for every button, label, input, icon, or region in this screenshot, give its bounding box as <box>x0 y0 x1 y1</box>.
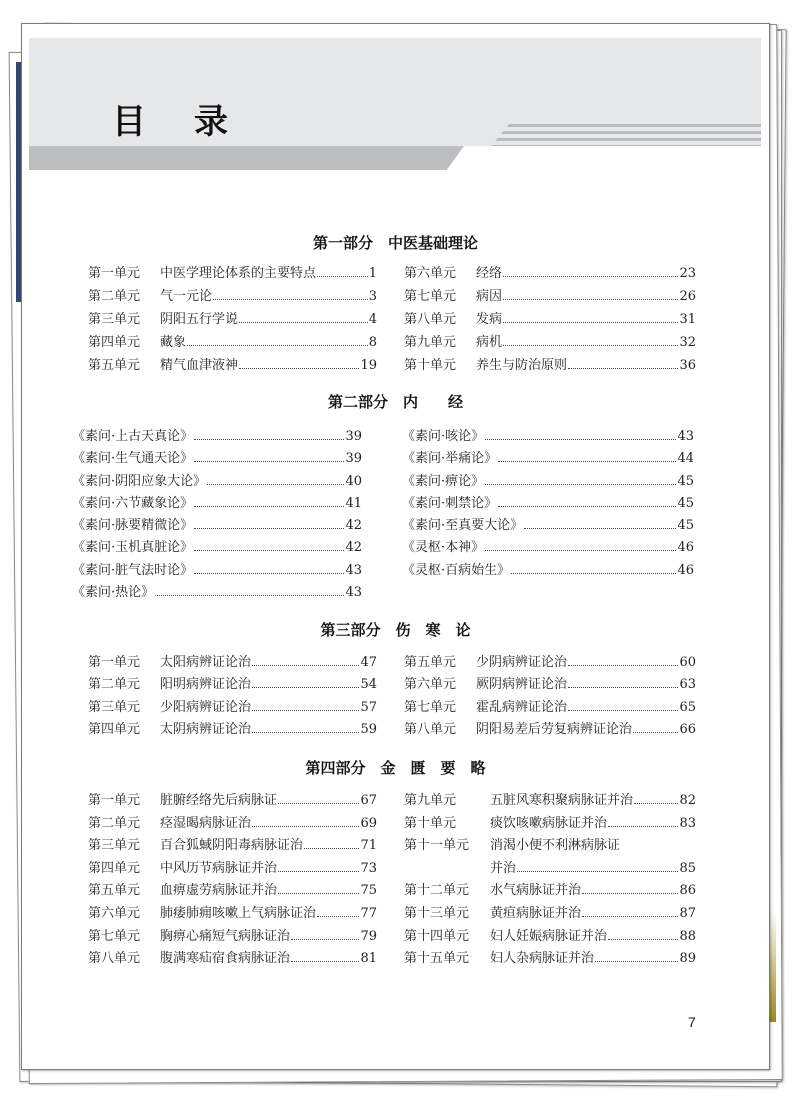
entry-title: 中医学理论体系的主要特点 <box>160 266 317 281</box>
dot-leader <box>291 961 359 962</box>
toc-entry[interactable] <box>88 285 377 308</box>
toc-entry[interactable] <box>404 354 696 377</box>
toc-entry[interactable] <box>404 673 696 695</box>
toc-entry[interactable] <box>404 947 696 970</box>
toc-page <box>21 23 770 1070</box>
dot-leader <box>485 439 676 440</box>
dot-leader <box>582 893 678 894</box>
dot-leader <box>291 939 359 940</box>
page-number: 7 <box>688 1014 696 1030</box>
dot-leader <box>568 710 678 711</box>
toc-entry[interactable] <box>404 879 696 902</box>
page-ref: 45 <box>677 495 694 511</box>
entry-title: 《素问·玉机真脏论》 <box>72 540 194 556</box>
toc-column-right <box>404 262 696 377</box>
entry-title: 《素问·脉要精微论》 <box>72 518 194 534</box>
entry-title: 《素问·咳论》 <box>402 429 485 444</box>
dot-leader <box>155 595 344 596</box>
dot-leader <box>252 687 359 688</box>
toc-entry[interactable] <box>402 447 694 469</box>
entry-title: 《素问·举痛论》 <box>402 451 498 467</box>
page-ref: 42 <box>345 518 362 534</box>
toc-entry[interactable] <box>404 262 696 285</box>
page-ref: 85 <box>679 860 696 876</box>
dot-leader <box>194 528 344 529</box>
dot-leader <box>278 871 359 872</box>
toc-entry[interactable] <box>88 262 377 285</box>
dot-leader <box>194 439 344 440</box>
entry-title: 经络 <box>476 266 503 281</box>
page-ref: 66 <box>679 721 696 737</box>
section-heading: 第三部分 伤 寒 论 <box>320 621 471 639</box>
page-ref: 4 <box>368 312 377 327</box>
unit-label: 第二单元 <box>88 289 141 304</box>
entry-title: 《素问·生气通天论》 <box>72 451 194 467</box>
toc-entry[interactable] <box>402 514 694 536</box>
unit-label: 第一单元 <box>88 793 141 808</box>
toc-entry[interactable] <box>402 536 694 558</box>
page-ref: 83 <box>679 815 696 831</box>
unit-label: 第二单元 <box>88 677 141 693</box>
entry-title: 厥阴病辨证论治 <box>476 677 568 693</box>
entry-title: 《素问·痹论》 <box>402 473 485 489</box>
toc-entry[interactable] <box>88 857 377 880</box>
toc-column-right <box>404 789 696 970</box>
page-ref: 43 <box>677 429 694 444</box>
entry-title: 痰饮咳嗽病脉证并治 <box>490 815 608 831</box>
page-ref: 63 <box>679 677 696 693</box>
toc-entry[interactable] <box>88 696 377 718</box>
unit-label: 第十单元 <box>404 358 457 373</box>
toc-entry[interactable] <box>88 879 377 902</box>
entry-title: 痉湿暍病脉证治 <box>160 815 252 831</box>
entry-title: 《素问·脏气法时论》 <box>72 562 194 578</box>
toc-entry[interactable] <box>72 514 362 536</box>
dot-leader <box>252 826 359 827</box>
unit-label: 第四单元 <box>88 860 141 876</box>
unit-label: 第十单元 <box>404 815 457 831</box>
entry-title: 藏象 <box>160 335 187 350</box>
entry-title: 《素问·阴阳应象大论》 <box>72 473 207 489</box>
unit-label: 第四单元 <box>88 721 141 737</box>
page-ref: 88 <box>679 928 696 944</box>
entry-title: 脏腑经络先后病脉证 <box>160 793 278 808</box>
header-bar <box>29 146 464 170</box>
entry-title: 阴阳易差后劳复病辨证论治 <box>476 721 633 737</box>
unit-label: 第十四单元 <box>404 928 470 944</box>
dot-leader <box>503 322 678 323</box>
page-ref: 46 <box>677 540 694 556</box>
dot-leader <box>608 939 678 940</box>
toc-entry[interactable] <box>404 651 696 673</box>
dot-leader <box>239 368 359 369</box>
page-ref: 73 <box>360 860 377 876</box>
page-ref: 45 <box>677 473 694 489</box>
page-ref: 40 <box>345 473 362 489</box>
entry-title: 《素问·上古天真论》 <box>72 429 194 444</box>
toc-entry[interactable] <box>88 651 377 673</box>
entry-title: 胸痹心痛短气病脉证治 <box>160 928 291 944</box>
title-char: 录 <box>194 102 228 142</box>
dot-leader <box>503 345 678 346</box>
unit-label: 第八单元 <box>404 312 457 327</box>
dot-leader <box>517 871 678 872</box>
unit-label: 第八单元 <box>88 951 141 967</box>
entry-title: 阴阳五行学说 <box>160 312 239 327</box>
entry-title: 妇人杂病脉证并治 <box>490 951 595 967</box>
entry-title: 气一元论 <box>160 289 213 304</box>
entry-title: 《素问·刺禁论》 <box>402 495 498 511</box>
unit-label: 第二单元 <box>88 815 141 831</box>
entry-title: 太阴病辨证论治 <box>160 721 252 737</box>
page-ref: 71 <box>360 838 377 854</box>
page-ref: 43 <box>345 585 362 601</box>
entry-title: 发病 <box>476 312 503 327</box>
unit-label: 第五单元 <box>88 883 141 899</box>
toc-entry[interactable] <box>404 857 696 880</box>
dot-leader <box>595 961 678 962</box>
unit-label: 第十三单元 <box>404 905 470 921</box>
dot-leader <box>503 276 678 277</box>
page-ref: 47 <box>360 655 377 670</box>
entry-title: 病机 <box>476 335 503 350</box>
toc-entry[interactable] <box>404 925 696 948</box>
toc-column-left <box>88 651 377 740</box>
dot-leader <box>207 484 344 485</box>
dot-leader <box>187 345 368 346</box>
page-ref: 41 <box>345 495 362 511</box>
page-ref: 42 <box>345 540 362 556</box>
entry-title: 精气血津液神 <box>160 358 239 373</box>
page-ref: 81 <box>360 951 377 967</box>
entry-title: 中风历节病脉证并治 <box>160 860 278 876</box>
entry-title: 《灵枢·百病始生》 <box>402 562 511 578</box>
toc-entry[interactable] <box>88 834 377 857</box>
entry-title: 养生与防治原则 <box>476 358 568 373</box>
page-ref: 46 <box>677 562 694 578</box>
unit-label: 第九单元 <box>404 335 457 350</box>
dot-leader <box>194 550 344 551</box>
toc-entry[interactable] <box>88 947 377 970</box>
page-ref: 59 <box>360 721 377 737</box>
section-heading: 第二部分 内 经 <box>327 393 463 411</box>
section-heading: 第一部分 中医基础理论 <box>312 234 478 252</box>
dot-leader <box>485 550 676 551</box>
unit-label: 第三单元 <box>88 838 141 854</box>
toc-entry[interactable] <box>72 447 362 469</box>
dot-leader <box>568 368 678 369</box>
page-ref: 77 <box>360 905 377 921</box>
toc-column-right <box>404 651 696 740</box>
page-ref: 43 <box>345 562 362 578</box>
title-char: 目 <box>112 102 146 142</box>
unit-label: 第七单元 <box>404 699 457 715</box>
page-ref: 23 <box>679 266 696 281</box>
dot-leader <box>194 506 344 507</box>
page-ref: 8 <box>368 335 377 350</box>
dot-leader <box>278 803 359 804</box>
unit-label: 第八单元 <box>404 721 457 737</box>
page-ref: 31 <box>679 312 696 327</box>
dot-leader <box>239 322 368 323</box>
unit-label: 第六单元 <box>88 905 141 921</box>
dot-leader <box>633 732 678 733</box>
toc-entry[interactable] <box>404 285 696 308</box>
unit-label: 第十五单元 <box>404 951 470 967</box>
toc-entry[interactable] <box>404 331 696 354</box>
unit-label: 第四单元 <box>88 335 141 350</box>
entry-title: 黄疸病脉证并治 <box>490 905 582 921</box>
entry-title: 肺痿肺痈咳嗽上气病脉证治 <box>160 905 317 921</box>
toc-entry[interactable] <box>404 696 696 718</box>
page-ref: 65 <box>679 699 696 715</box>
dot-leader <box>194 573 344 574</box>
page-ref: 54 <box>360 677 377 693</box>
dot-leader <box>582 916 678 917</box>
page-title <box>112 94 228 143</box>
toc-column-left <box>88 262 377 377</box>
unit-label: 第六单元 <box>404 677 457 693</box>
entry-title: 阳明病辨证论治 <box>160 677 252 693</box>
page-ref: 57 <box>360 699 377 715</box>
page-ref: 44 <box>677 451 694 467</box>
dot-leader <box>608 826 678 827</box>
toc-entry[interactable] <box>88 925 377 948</box>
entry-title: 《灵枢·本神》 <box>402 540 485 556</box>
page-ref: 86 <box>679 883 696 899</box>
toc-entry[interactable] <box>72 492 362 514</box>
dot-leader <box>524 528 676 529</box>
section-heading: 第四部分 金 匮 要 略 <box>305 759 486 777</box>
toc-entry[interactable] <box>72 470 362 492</box>
page-ref: 89 <box>679 951 696 967</box>
toc-entry[interactable] <box>404 834 696 857</box>
dot-leader <box>634 803 678 804</box>
page-ref: 3 <box>368 289 377 304</box>
toc-entry[interactable] <box>88 308 377 331</box>
dot-leader <box>278 893 359 894</box>
page-ref: 26 <box>679 289 696 304</box>
page-ref: 75 <box>360 883 377 899</box>
toc-entry[interactable] <box>404 812 696 835</box>
unit-label: 第十一单元 <box>404 838 470 854</box>
entry-title: 腹满寒疝宿食病脉证治 <box>160 951 291 967</box>
toc-entry[interactable] <box>88 354 377 377</box>
page-ref: 82 <box>679 793 696 808</box>
dot-leader <box>498 461 676 462</box>
page-ref: 39 <box>345 429 362 444</box>
entry-title: 并治 <box>490 860 517 876</box>
toc-column-left <box>72 425 362 603</box>
dot-leader <box>511 573 676 574</box>
toc-entry[interactable] <box>88 673 377 695</box>
toc-entry[interactable] <box>72 536 362 558</box>
toc-entry[interactable] <box>402 559 694 581</box>
toc-entry[interactable] <box>402 470 694 492</box>
entry-title: 百合狐蜮阴阳毒病脉证治 <box>160 838 304 854</box>
entry-title: 病因 <box>476 289 503 304</box>
toc-entry[interactable] <box>404 902 696 925</box>
unit-label: 第十二单元 <box>404 883 470 899</box>
entry-title: 五脏风寒积聚病脉证并治 <box>490 793 634 808</box>
toc-entry[interactable] <box>404 308 696 331</box>
unit-label: 第九单元 <box>404 793 457 808</box>
page-ref: 32 <box>679 335 696 350</box>
dot-leader <box>252 665 359 666</box>
toc-entry[interactable] <box>402 425 694 447</box>
unit-label: 第五单元 <box>404 655 457 670</box>
page-ref: 1 <box>368 266 377 281</box>
toc-column-right <box>402 425 694 581</box>
unit-label: 第七单元 <box>88 928 141 944</box>
unit-label: 第三单元 <box>88 699 141 715</box>
entry-title: 太阳病辨证论治 <box>160 655 252 670</box>
entry-title: 消渴小便不利淋病脉证 <box>490 838 621 854</box>
toc-entry[interactable] <box>404 789 696 812</box>
toc-entry[interactable] <box>402 492 694 514</box>
entry-title: 《素问·六节藏象论》 <box>72 495 194 511</box>
dot-leader <box>503 299 678 300</box>
toc-entry[interactable] <box>88 812 377 835</box>
toc-entry[interactable] <box>88 718 377 740</box>
entry-title: 《素问·热论》 <box>72 585 155 601</box>
toc-entry[interactable] <box>88 902 377 925</box>
dot-leader <box>498 506 676 507</box>
unit-label: 第七单元 <box>404 289 457 304</box>
entry-title: 血痹虚劳病脉证并治 <box>160 883 278 899</box>
dot-leader <box>304 848 359 849</box>
toc-entry[interactable] <box>72 425 362 447</box>
unit-label: 第六单元 <box>404 266 457 281</box>
dot-leader <box>568 665 678 666</box>
toc-entry[interactable] <box>88 331 377 354</box>
toc-column-left <box>88 789 377 970</box>
dot-leader <box>485 484 676 485</box>
toc-entry[interactable] <box>72 581 362 603</box>
page-ref: 69 <box>360 815 377 831</box>
page-ref: 79 <box>360 928 377 944</box>
entry-title: 水气病脉证并治 <box>490 883 582 899</box>
page-ref: 87 <box>679 905 696 921</box>
entry-title: 霍乱病辨证论治 <box>476 699 568 715</box>
dot-leader <box>194 461 344 462</box>
dot-leader <box>252 710 359 711</box>
page-ref: 39 <box>345 451 362 467</box>
page-ref: 60 <box>679 655 696 670</box>
entry-title: 少阳病辨证论治 <box>160 699 252 715</box>
page-ref: 67 <box>360 793 377 808</box>
dot-leader <box>317 916 359 917</box>
dot-leader <box>317 276 368 277</box>
unit-label: 第一单元 <box>88 655 141 670</box>
toc-entry[interactable] <box>88 789 377 812</box>
entry-title: 少阴病辨证论治 <box>476 655 568 670</box>
entry-title: 《素问·至真要大论》 <box>402 518 524 534</box>
toc-entry[interactable] <box>404 718 696 740</box>
toc-entry[interactable] <box>72 559 362 581</box>
entry-title: 妇人妊娠病脉证并治 <box>490 928 608 944</box>
dot-leader <box>568 687 678 688</box>
page-ref: 36 <box>679 358 696 373</box>
unit-label: 第一单元 <box>88 266 141 281</box>
header-stripes <box>491 120 761 146</box>
unit-label: 第三单元 <box>88 312 141 327</box>
dot-leader <box>252 732 359 733</box>
page-ref: 19 <box>360 358 377 373</box>
page-ref: 45 <box>677 518 694 534</box>
dot-leader <box>213 299 368 300</box>
unit-label: 第五单元 <box>88 358 141 373</box>
